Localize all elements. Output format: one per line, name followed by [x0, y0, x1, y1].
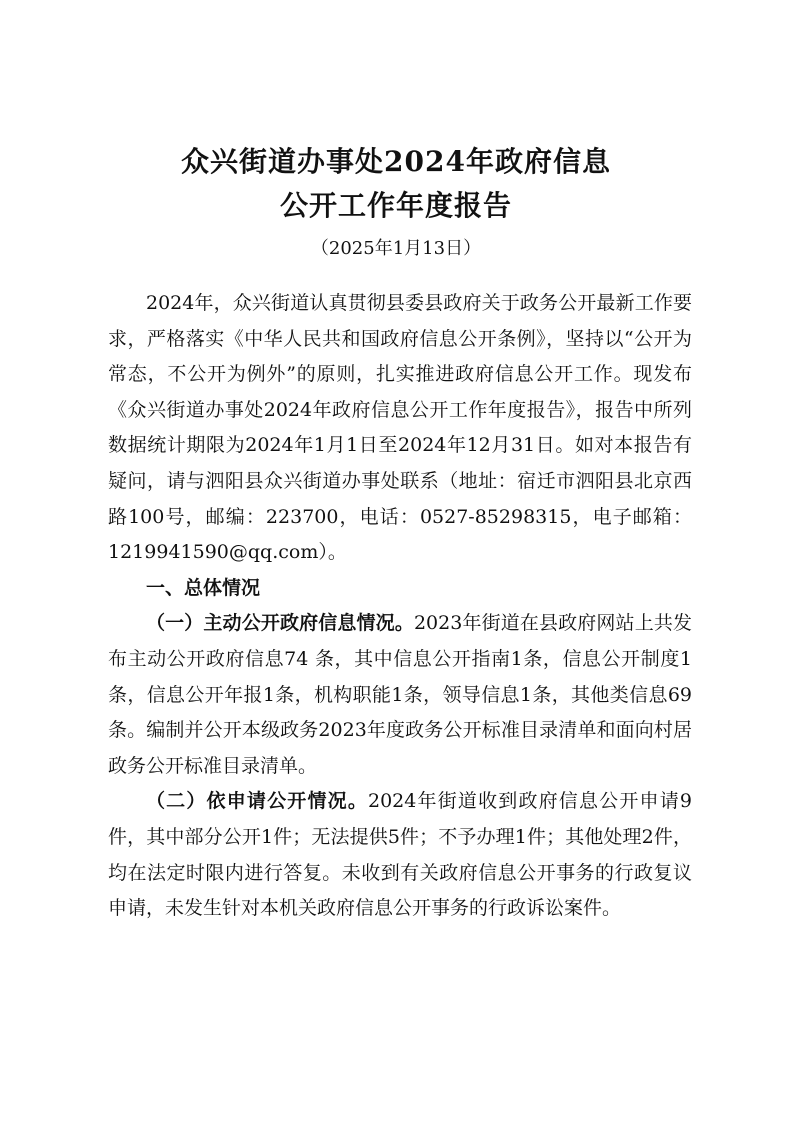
sub-heading-proactive: （一）主动公开政府信息情况。: [146, 612, 414, 635]
sub-heading-application: （二）依申请公开情况。: [146, 790, 368, 813]
application-disclosure-text: 2024年街道收到政府信息公开申请9件，其中部分公开1件；无法提供5件；不予办理1件；其他处理2件，均在法定时限内进行答复。未收到有关政府信息公开事务的行政复议申请，未发生针对本机关政府信息公开事务的行政诉讼案件。: [108, 790, 692, 920]
title-line-1: 众兴街道办事处2024年政府信息: [181, 145, 611, 178]
section-heading-overview: 一、总体情况: [146, 576, 261, 599]
report-date: （2025年1月13日）: [310, 238, 482, 259]
title-line-2: 公开工作年度报告: [279, 189, 512, 222]
intro-paragraph: 2024年，众兴街道认真贯彻县委县政府关于政务公开最新工作要求，严格落实《中华人民共和国政府信息公开条例》，坚持以“公开为常态，不公开为例外”的原则，扎实推进政府信息公开工作。现发布《众兴街道办事处2024年政府信息公开工作年度报告》，报告中所列数据统计期限为2024年1月1日至2024年12月31日。如对本报告有疑问，请与泗阳县众兴街道办事处联系（地址：宿迁市泗阳县北京西路100号，邮编：223700，电话：0527-85298315，电子邮箱：1219941590@qq.com）。: [108, 292, 692, 564]
proactive-disclosure-text: 2023年街道在县政府网站上共发布主动公开政府信息74 条，其中信息公开指南1条，信息公开制度1条，信息公开年报1条，机构职能1条，领导信息1条，其他类信息69条。编制并公开本级政务2023年度政务公开标准目录清单和面向村居政务公开标准目录清单。: [108, 612, 692, 777]
report-title: [0, 140, 792, 228]
paragraph-application-disclosure: [108, 784, 692, 926]
section-overview: [108, 571, 692, 607]
paragraph-proactive-disclosure: [108, 606, 692, 784]
report-body: [108, 286, 692, 927]
